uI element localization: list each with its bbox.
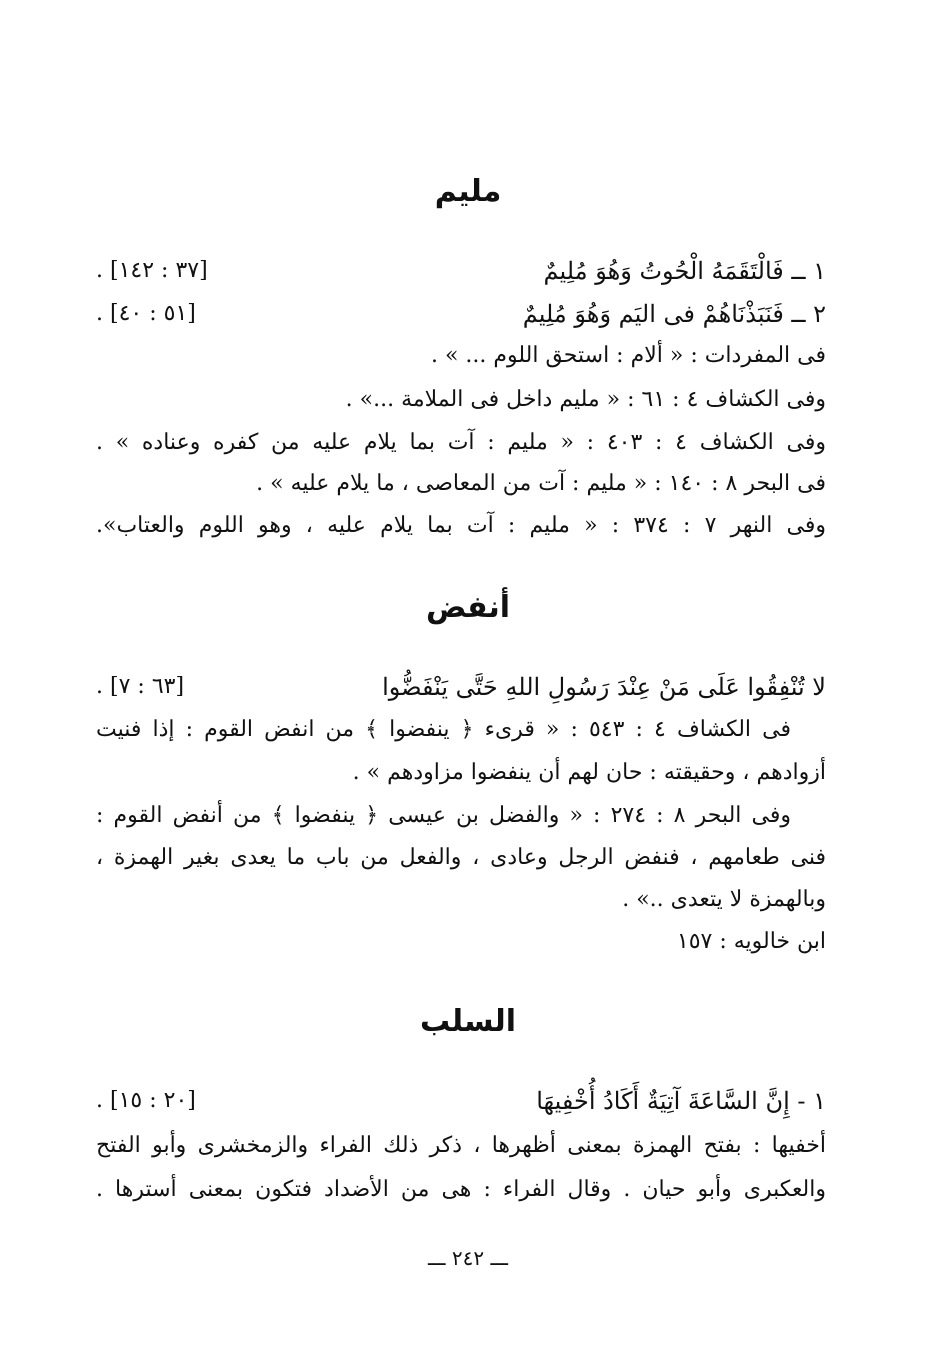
verse-reference: [٥١ : ٤٠] . <box>96 301 196 326</box>
section-title-salb: السلب <box>419 1004 517 1039</box>
commentary-line: أخفيها : بفتح الهمزة بمعنى أظهرها ، ذكر ذلك الفراء والزمخشرى وأبو الفتح <box>96 1133 826 1158</box>
verse-line <box>96 252 826 290</box>
section-title-maleem: مليم <box>434 174 502 209</box>
verse-text: لا تُنْفِقُوا عَلَى مَنْ عِنْدَ رَسُولِ اللهِ حَتَّى يَنْفَضُّوا <box>382 673 826 701</box>
page-number: ـــ ٢٤٢ ـــ <box>427 1246 509 1270</box>
section-title-anfad: أنفض <box>425 590 511 625</box>
commentary-line: فى الكشاف ٤ : ٥٤٣ : « قرىء ﴿ ينفضوا ﴾ من انفض القوم : إذا فنيت <box>96 717 791 742</box>
commentary-line: وبالهمزة لا يتعدى ..» . <box>622 887 826 912</box>
commentary-line: ابن خالويه : ١٥٧ <box>676 929 826 954</box>
verse-text: ١ ــ فَالْتَقَمَهُ الْحُوتُ وَهُوَ مُلِيمٌ <box>543 257 826 285</box>
commentary-line: وفى الكشاف ٤ : ٦١ : « مليم داخل فى الملامة ...» . <box>345 387 826 412</box>
verse-text: ١ - إِنَّ السَّاعَةَ آتِيَةٌ أَكَادُ أُخْفِيهَا <box>536 1087 826 1115</box>
commentary-line: وفى النهر ٧ : ٣٧٤ : « مليم : آت بما يلام عليه ، وهو اللوم والعتاب». <box>96 513 826 538</box>
verse-reference: [٢٠ : ١٥] . <box>96 1088 196 1113</box>
verse-line <box>96 1082 826 1120</box>
commentary-line: أزوادهم ، وحقيقته : حان لهم أن ينفضوا مزاودهم » . <box>352 760 826 785</box>
verse-reference: [٦٣ : ٧] . <box>96 674 185 699</box>
commentary-line: فى البحر ٨ : ١٤٠ : « مليم : آت من المعاصى ، ما يلام عليه » . <box>256 471 826 496</box>
commentary-line: والعكبرى وأبو حيان . وقال الفراء : هى من الأضداد فتكون بمعنى أسترها . <box>96 1177 826 1202</box>
verse-line <box>96 668 826 706</box>
commentary-line: فنى طعامهم ، فنفض الرجل وعادى ، والفعل من باب ما يعدى بغير الهمزة ، <box>96 845 826 870</box>
commentary-line: فى المفردات : « ألام : استحق اللوم ... » . <box>430 343 826 368</box>
verse-text: ٢ ــ فَنَبَذْنَاهُمْ فى اليَم وَهُوَ مُلِيمٌ <box>522 300 826 328</box>
verse-reference: [٣٧ : ١٤٢] . <box>96 258 208 283</box>
verse-line <box>96 295 826 333</box>
commentary-line: وفى البحر ٨ : ٢٧٤ : « والفضل بن عيسى ﴿ ينفضوا ﴾ من أنفض القوم : <box>96 803 791 828</box>
commentary-line: وفى الكشاف ٤ : ٤٠٣ : « مليم : آت بما يلام عليه من كفره وعناده » . <box>96 430 826 455</box>
